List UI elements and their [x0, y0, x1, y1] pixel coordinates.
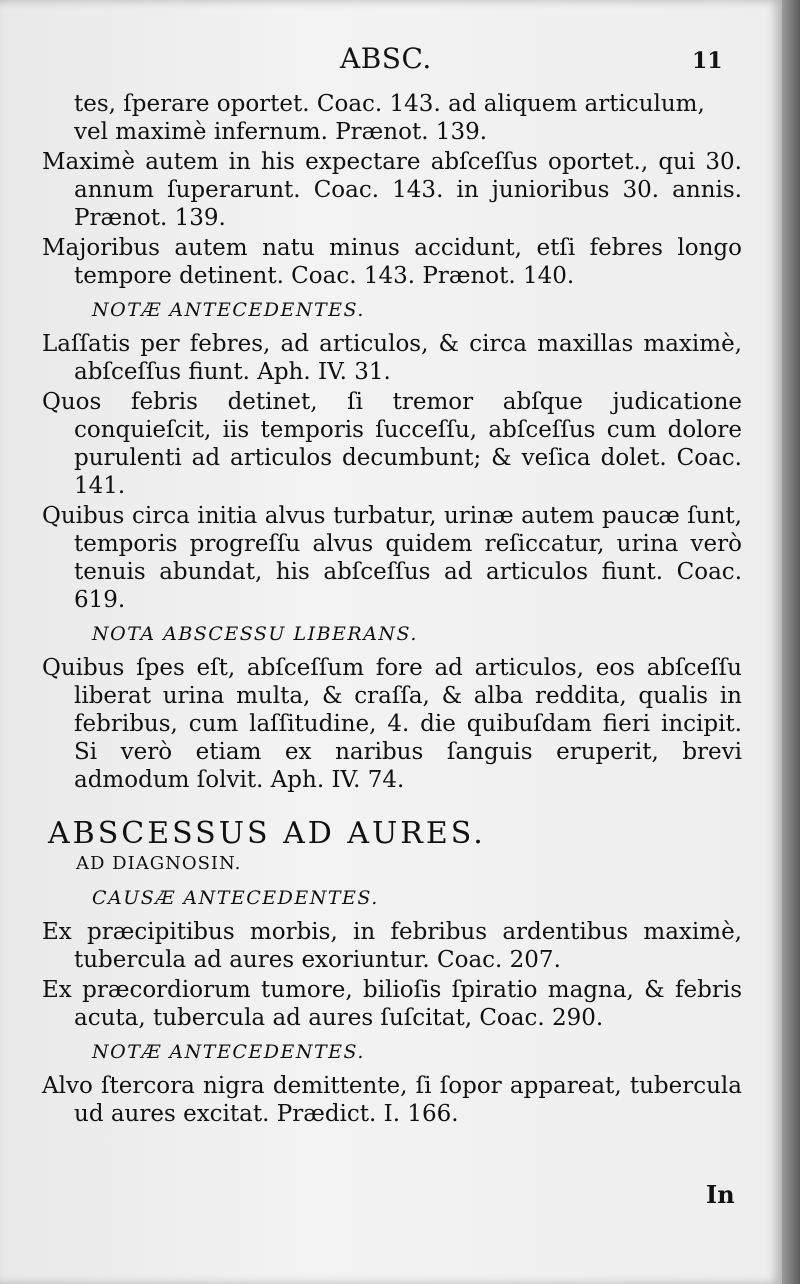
paragraph: Quos febris detinet, ſi tremor abſque judicatione conquieſcit, iis temporis ſucceſſu, abſceſſus cum dolore purulenti ad articulos decumbunt; & veſica dolet. Coac. 141.	[42, 389, 742, 499]
subheading: NOTÆ ANTECEDENTES.	[92, 1041, 365, 1063]
paragraph: Quibus ſpes eſt, abſceſſum fore ad articulos, eos abſceſſu liberat urina multa, & craſſa, & alba reddita, qualis in febribus, cum laſſitudine, 4. die quibuſdam fieri incipit. Si verò etiam ex naribus ſanguis eruperit, brevi admodum ſolvit. Aph. IV. 74.	[42, 655, 742, 793]
page-edge-shadow	[782, 0, 800, 1284]
paragraph: Majoribus autem natu minus accidunt, etſi febres longo tempore detinent. Coac. 143. Prænot. 140.	[42, 235, 742, 289]
catchword: In	[706, 1180, 735, 1209]
paragraph: Quibus circa initia alvus turbatur, urinæ autem paucæ ſunt, temporis progreſſu alvus quidem reſiccatur, urina verò tenuis abundat, his abſceſſus ad articulos fiunt. Coac. 619.	[42, 503, 742, 613]
paragraph: Ex præcordiorum tumore, bilioſis ſpiratio magna, & febris acuta, tubercula ad aures ſuſcitat, Coac. 290.	[42, 977, 742, 1031]
paragraph: Maximè autem in his expectare abſceſſus oportet., qui 30. annum ſuperarunt. Coac. 143. in junioribus 30. annis. Prænot. 139.	[42, 149, 742, 231]
page-number: 11	[692, 48, 723, 74]
page-body	[42, 90, 742, 1130]
running-header	[0, 42, 782, 86]
text-line: tes, ſperare oportet. Coac. 143. ad aliquem articulum, vel maximè infernum. Prænot. 139.	[74, 91, 705, 145]
paragraph: Laſſatis per febres, ad articulos, & circa maxillas maximè, abſceſſus fiunt. Aph. IV. 31.	[42, 331, 742, 385]
paragraph: Alvo ſtercora nigra demittente, ſi ſopor appareat, tubercula ud aures excitat. Prædict. I. 166.	[42, 1073, 742, 1127]
running-title: ABSC.	[340, 42, 432, 75]
subheading: NOTA ABSCESSU LIBERANS.	[92, 623, 418, 645]
subheading: NOTÆ ANTECEDENTES.	[92, 299, 365, 321]
paragraph: Ex præcipitibus morbis, in febribus ardentibus maximè, tubercula ad aures exoriuntur. Coac. 207.	[42, 919, 742, 973]
section-subheading: AD DIAGNOSIN.	[76, 853, 242, 874]
section-heading: ABSCESSUS AD AURES.	[48, 816, 486, 851]
subheading: CAUSÆ ANTECEDENTES.	[92, 887, 379, 909]
